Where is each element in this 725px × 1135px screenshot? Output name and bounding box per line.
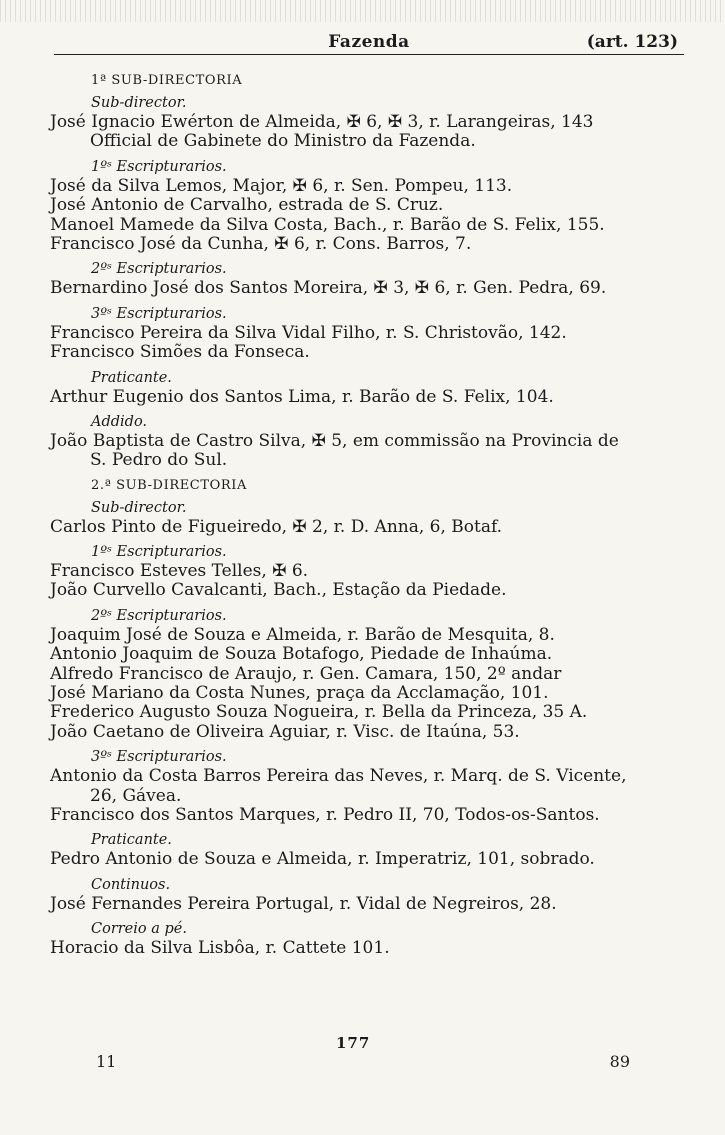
entry-continuation: S. Pedro do Sul. [90,450,228,471]
role-label: 1ºˢ Escripturarios. [91,544,227,561]
role-label: Sub-director. [91,499,187,516]
entry-line: Antonio da Costa Barros Pereira das Neves, r. Marq. de S. Vicente, [50,766,627,787]
entry-line: Joaquim José de Souza e Almeida, r. Barão de Mesquita, 8. [50,624,555,645]
sheet-number: 89 [609,1052,630,1071]
role-label: Continuos. [91,876,171,893]
entry-line: Arthur Eugenio dos Santos Lima, r. Barão de S. Felix, 104. [50,386,554,407]
section-heading: 2.ª SUB-DIRECTORIA [91,477,247,493]
entry-line: Antonio Joaquim de Souza Botafogo, Piedade de Inhaúma. [50,644,553,665]
role-label: Praticante. [91,832,172,849]
role-label: 3ºˢ Escripturarios. [91,305,227,322]
entry-line: Francisco Pereira da Silva Vidal Filho, r. S. Christovão, 142. [50,322,567,343]
page-header [54,30,684,55]
scan-noise [0,0,725,22]
entry-line: José da Silva Lemos, Major, ✠ 6, r. Sen. Pompeu, 113. [50,175,513,196]
directory-listing [50,66,690,959]
entry-line: Bernardino José dos Santos Moreira, ✠ 3, ✠ 6, r. Gen. Pedra, 69. [50,278,607,299]
role-label: 2ºˢ Escripturarios. [91,261,227,278]
entry-line: Alfredo Francisco de Araujo, r. Gen. Camara, 150, 2º andar [50,663,562,684]
entry-line: Frederico Augusto Souza Nogueira, r. Bella da Princeza, 35 A. [50,702,588,723]
entry-line: Francisco Esteves Telles, ✠ 6. [50,561,309,582]
section-heading: 1ª SUB-DIRECTORIA [91,73,243,88]
entry-line: João Caetano de Oliveira Aguiar, r. Visc. de Itaúna, 53. [50,721,520,742]
entry-line: João Baptista de Castro Silva, ✠ 5, em commissão na Provincia de [50,430,619,451]
role-label: Addido. [91,413,148,430]
entry-line: José Mariano da Costa Nunes, praça da Acclamação, 101. [50,683,549,704]
role-label: Sub-director. [91,95,187,111]
entry-line: José Fernandes Pereira Portugal, r. Vidal de Negreiros, 28. [50,893,557,914]
entry-line: José Antonio de Carvalho, estrada de S. Cruz. [50,195,444,216]
article-number: (art. 123) [586,32,678,52]
entry-line: Horacio da Silva Lisbôa, r. Cattete 101. [50,938,390,959]
entry-line: João Curvello Cavalcanti, Bach., Estação da Piedade. [50,580,507,601]
role-label: 1ºˢ Escripturarios. [91,158,227,175]
role-label: Praticante. [91,369,172,386]
entry-line: Carlos Pinto de Figueiredo, ✠ 2, r. D. Anna, 6, Botaf. [50,516,503,537]
page-footer [90,1034,630,1076]
entry-line: José Ignacio Ewérton de Almeida, ✠ 6, ✠ 3, r. Larangeiras, 143 [50,112,594,132]
running-title: Fazenda [328,32,410,52]
role-label: 3ºˢ Escripturarios. [91,749,227,766]
entry-line: Manoel Mamede da Silva Costa, Bach., r. Barão de S. Felix, 155. [50,214,605,235]
role-label: Correio a pé. [91,921,187,938]
signature-mark: 11 [96,1052,117,1071]
entry-continuation: Official de Gabinete do Ministro da Fazenda. [90,131,476,152]
entry-line: Francisco Simões da Fonseca. [50,342,310,363]
page-number: 177 [336,1034,371,1052]
role-label: 2ºˢ Escripturarios. [91,607,227,624]
entry-continuation: 26, Gávea. [90,785,182,806]
entry-line: Pedro Antonio de Souza e Almeida, r. Imperatriz, 101, sobrado. [50,849,595,870]
entry-line: Francisco dos Santos Marques, r. Pedro II, 70, Todos-os-Santos. [50,804,600,825]
entry-line: Francisco José da Cunha, ✠ 6, r. Cons. Barros, 7. [50,233,472,254]
